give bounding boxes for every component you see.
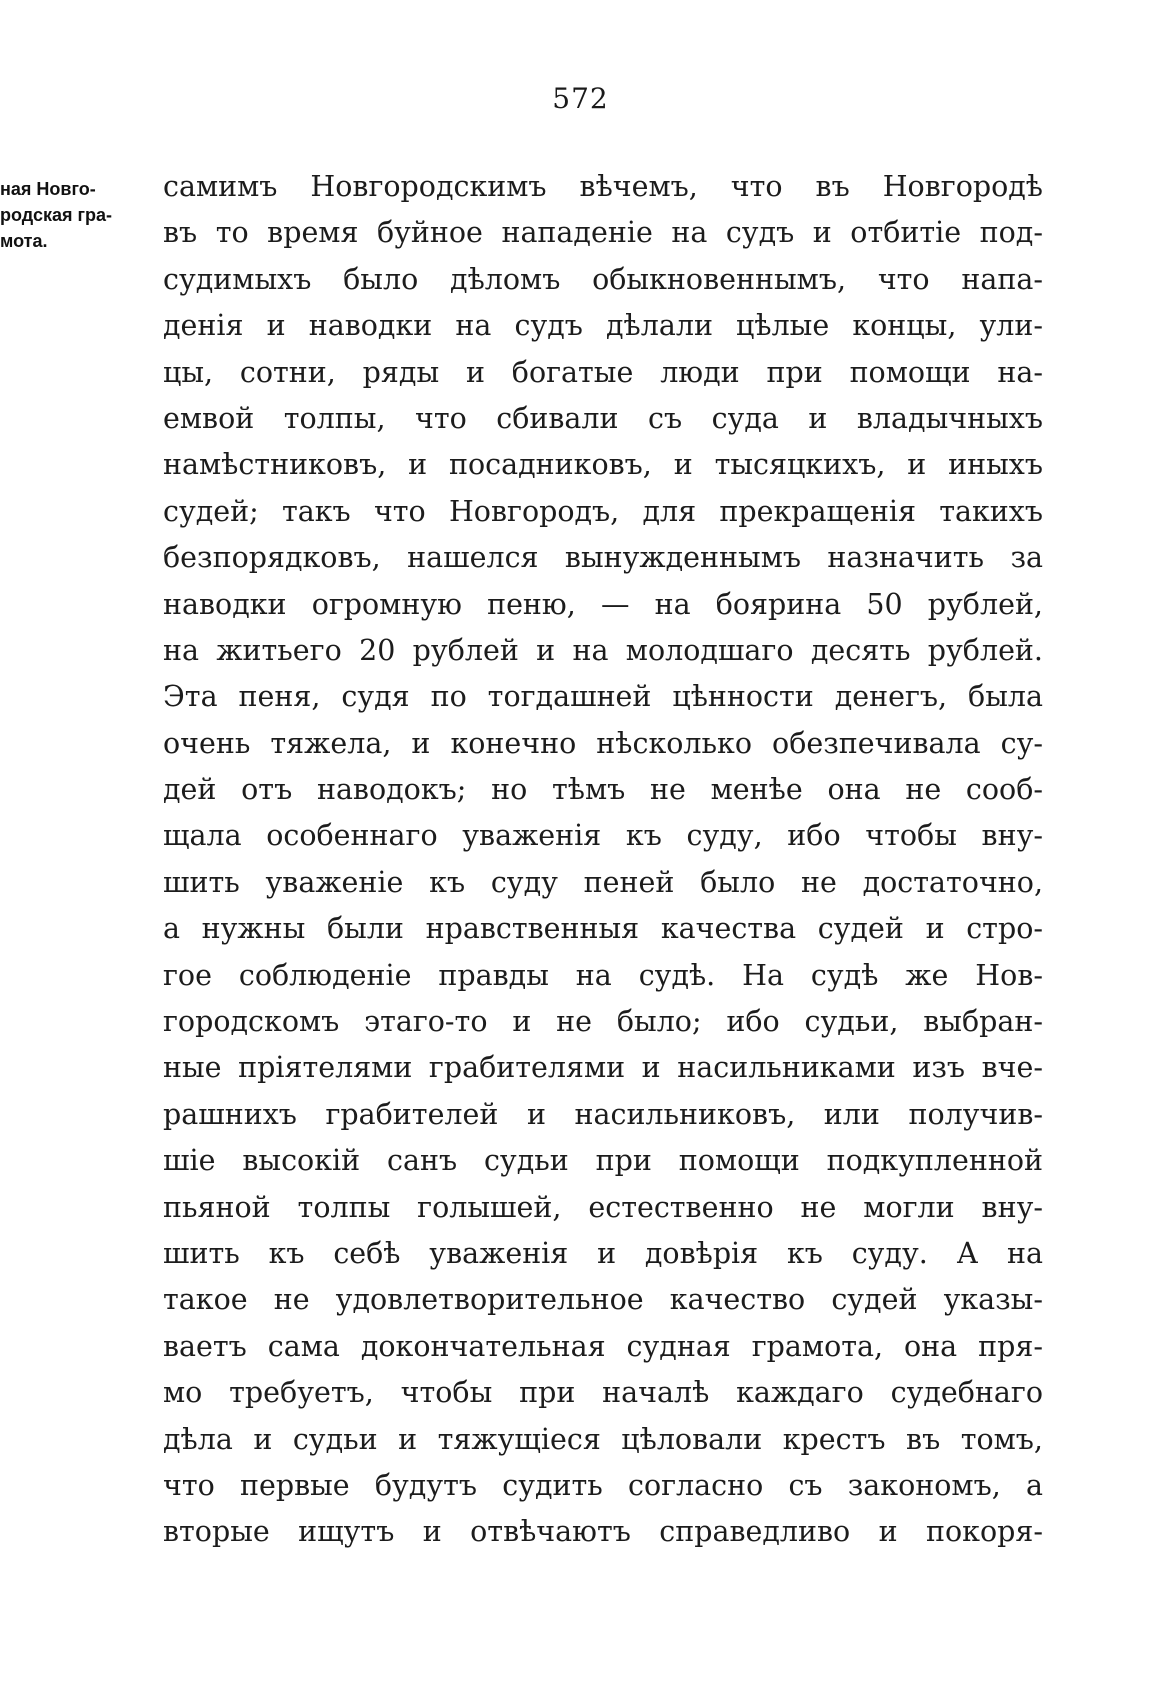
text-line: цы, сотни, ряды и богатые люди при помощи на- xyxy=(163,355,1043,389)
text-line: а нужны были нравственныя качества судей и стро- xyxy=(163,912,1043,946)
text-line: щала особеннаго уваженія къ суду, ибо чтобы вну- xyxy=(163,819,1043,853)
margin-note-line: мота. xyxy=(0,231,48,251)
text-line: ваетъ сама докончательная судная грамота, она пря- xyxy=(163,1329,1043,1363)
text-line: безпорядковъ, нашелся вынужденнымъ назначить за xyxy=(163,541,1043,575)
text-line: дѣла и судьи и тяжущіеся цѣловали крестъ въ томъ, xyxy=(163,1422,1043,1456)
text-line: шіе высокій санъ судьи при помощи подкупленной xyxy=(163,1144,1043,1178)
text-line: судей; такъ что Новгородъ, для прекращенія такихъ xyxy=(163,494,1043,528)
text-line: городскомъ этаго-то и не было; ибо судьи, выбран- xyxy=(163,1005,1043,1039)
text-line: наводки огромную пеню, — на боярина 50 рублей, xyxy=(163,587,1043,621)
margin-note xyxy=(0,176,160,254)
text-line: на житьего 20 рублей и на молодшаго десять рублей. xyxy=(163,633,1043,667)
text-line: въ то время буйное нападеніе на судъ и отбитіе под- xyxy=(163,216,1043,250)
text-line: самимъ Новгородскимъ вѣчемъ, что въ Новгородѣ xyxy=(163,170,1043,203)
text-line: ные пріятелями грабителями и насильниками изъ вче- xyxy=(163,1051,1043,1085)
margin-note-line: ная Новго- xyxy=(0,179,96,199)
text-line: пьяной толпы голышей, естественно не могли вну- xyxy=(163,1190,1043,1224)
text-line: Эта пеня, судя по тогдашней цѣнности денегъ, была xyxy=(163,680,1043,714)
text-line: денія и наводки на судъ дѣлали цѣлые концы, ули- xyxy=(163,309,1043,343)
text-line: мо требуетъ, чтобы при началѣ каждаго судебнаго xyxy=(163,1376,1043,1410)
text-line: шить уваженіе къ суду пеней было не достаточно, xyxy=(163,865,1043,899)
text-line: вторые ищутъ и отвѣчаютъ справедливо и покоря- xyxy=(163,1515,1043,1549)
text-line: судимыхъ было дѣломъ обыкновеннымъ, что напа- xyxy=(163,262,1043,296)
body-text xyxy=(163,164,1043,1556)
text-line: очень тяжела, и конечно нѣсколько обезпечивала су- xyxy=(163,726,1043,760)
text-line: рашнихъ грабителей и насильниковъ, или получив- xyxy=(163,1097,1043,1131)
text-line: емвой толпы, что сбивали съ суда и владычныхъ xyxy=(163,401,1043,435)
margin-note-line: родская гра- xyxy=(0,205,112,225)
text-line: что первые будутъ судить согласно съ закономъ, а xyxy=(163,1468,1043,1502)
text-line: шить къ себѣ уваженія и довѣрія къ суду. А на xyxy=(163,1236,1043,1270)
text-line: дей отъ наводокъ; но тѣмъ не менѣе она не сооб- xyxy=(163,773,1043,807)
text-line: гое соблюденіе правды на судѣ. На судѣ же Нов- xyxy=(163,958,1043,992)
text-line: такое не удовлетворительное качество судей указы- xyxy=(163,1283,1043,1317)
text-line: намѣстниковъ, и посадниковъ, и тысяцкихъ, и иныхъ xyxy=(163,448,1043,482)
page-number: 572 xyxy=(552,82,609,115)
